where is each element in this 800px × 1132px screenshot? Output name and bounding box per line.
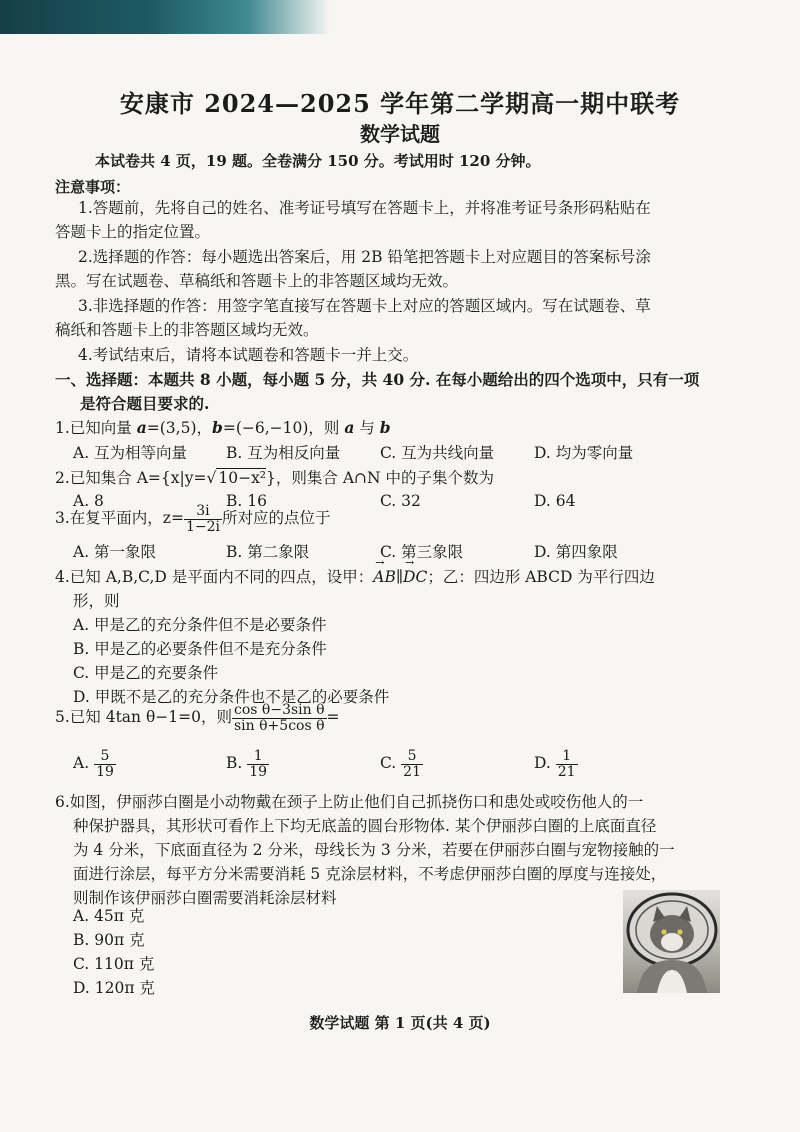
option-numerator: 1 (556, 749, 578, 765)
q3-fraction (184, 504, 222, 535)
q2-text: 2.已知集合 A={x|y= (55, 469, 207, 487)
q2-option-d: D. 64 (534, 492, 576, 510)
q6-option-c: C. 110π 克 (73, 955, 155, 973)
q1-text: =(3,5)， (146, 419, 212, 437)
q6-option-d: D. 120π 克 (73, 979, 155, 997)
q3-option-d: D. 第四象限 (534, 543, 618, 561)
q4-parallel-symbol: ∥ (395, 568, 404, 586)
option-numerator: 5 (94, 749, 116, 765)
q1-text: 与 (354, 419, 380, 437)
q6-option-a: A. 45π 克 (73, 907, 145, 925)
option-label: D. (534, 754, 551, 772)
q3-text: 所对应的点位于 (221, 509, 331, 527)
q3-option-b: B. 第二象限 (226, 543, 310, 561)
q1-text: =(−6,−10)，则 (222, 419, 345, 437)
q5-option-d (534, 748, 578, 780)
q5-fraction (232, 703, 327, 734)
option-numerator: 5 (401, 749, 423, 765)
option-numerator: 1 (247, 749, 269, 765)
q5-text: 5.已知 4tan θ−1=0，则 (55, 708, 232, 726)
note-2-line-2: 黑。写在试题卷、草稿纸和答题卡上的非答题区域均无效。 (55, 272, 459, 290)
exam-subtitle: 数学试题 (360, 122, 440, 146)
header-decoration-bar (0, 0, 330, 34)
q3-denominator: 1−2i (185, 518, 220, 535)
q2-option-b: B. 16 (226, 492, 267, 510)
option-denominator: 19 (249, 763, 268, 780)
q2-option-a: A. 8 (73, 492, 104, 510)
q1-option-c: C. 互为共线向量 (380, 444, 495, 462)
question-6-line-3: 为 4 分米，下底面直径为 2 分米，母线长为 3 分米，若要在伊丽莎白圈与宠物接触的一 (73, 841, 675, 859)
question-4-continued: 形，则 (73, 592, 120, 610)
q5-option-b (226, 748, 269, 780)
q1-vector-b: b (379, 418, 391, 437)
q2-text: }，则集合 A∩N 中的子集个数为 (266, 469, 494, 487)
page-footer: 数学试题 第 1 页(共 4 页) (309, 1014, 491, 1032)
q1-vector-a: a (344, 418, 355, 437)
option-denominator: 21 (557, 763, 576, 780)
option-fraction (556, 749, 578, 780)
option-label: C. (380, 754, 397, 772)
question-1 (55, 416, 391, 438)
q1-option-d: D. 均为零向量 (534, 444, 634, 462)
question-6-line-2: 种保护器具，其形状可看作上下均无底盖的圆台形物体. 某个伊丽莎白圈的上底面直径 (73, 817, 657, 835)
section-heading-line-1: 一、选择题：本题共 8 小题，每小题 5 分，共 40 分. 在每小题给出的四个选项中，只有一项 (55, 370, 700, 389)
q3-option-a: A. 第一象限 (73, 543, 157, 561)
q3-option-c: C. 第三象限 (380, 543, 464, 561)
q5-option-a (73, 748, 116, 780)
question-5 (55, 702, 340, 734)
q1-text: 1.已知向量 (55, 419, 137, 437)
option-label: A. (73, 754, 90, 772)
note-1-line-2: 答题卡上的指定位置。 (55, 223, 211, 241)
q4-option-c: C. 甲是乙的充要条件 (73, 664, 219, 682)
exam-title: 安康市 2024—2025 学年第二学期高一期中联考 (119, 89, 681, 118)
question-6-line-4: 面进行涂层，每平方分米需要消耗 5 克涂层材料，不考虑伊丽莎白圈的厚度与连接处， (73, 865, 667, 883)
q1-vector-b: b (212, 418, 223, 437)
q5-denominator: sin θ+5cos θ (234, 717, 325, 734)
option-denominator: 19 (96, 763, 114, 780)
note-3-line-1: 3.非选择题的作答：用签字笔直接写在答题卡上对应的答题区域内。写在试题卷、草 (78, 297, 651, 315)
exam-intro: 本试卷共 4 页，19 题。全卷满分 150 分。考试用时 120 分钟。 (95, 152, 541, 170)
question-3 (55, 503, 331, 535)
note-1-line-1: 1.答题前，先将自己的姓名、准考证号填写在答题卡上，并将准考证号条形码粘贴在 (78, 199, 651, 217)
q4-vector-ab: → AB (373, 568, 396, 586)
option-fraction (94, 749, 116, 780)
cat-with-cone-figure (623, 890, 720, 993)
note-2-line-1: 2.选择题的作答：每小题选出答案后，用 2B 铅笔把答题卡上对应题目的答案标号涂 (78, 248, 651, 266)
q4-text: 4.已知 A,B,C,D 是平面内不同的四点，设甲： (55, 568, 374, 586)
note-4: 4.考试结束后，请将本试题卷和答题卡一并上交。 (78, 346, 419, 364)
q3-numerator: 3i (184, 504, 222, 520)
q4-vector-dc: → DC (403, 568, 427, 586)
q6-option-b: B. 90π 克 (73, 931, 145, 949)
q4-text: ；乙：四边形 ABCD 为平行四边 (427, 568, 655, 586)
q1-option-a: A. 互为相等向量 (73, 444, 188, 462)
section-heading-line-2: 是符合题目要求的. (80, 394, 210, 413)
q5-numerator: cos θ−3sin θ (234, 701, 325, 718)
cat-with-cone-illustration (623, 890, 720, 993)
question-6-line-5: 则制作该伊丽莎白圈需要消耗涂层材料 (73, 889, 337, 907)
notes-heading: 注意事项： (55, 178, 131, 196)
option-fraction (247, 749, 269, 780)
q1-option-b: B. 互为相反向量 (226, 444, 341, 462)
q1-vector-a: a (136, 418, 147, 437)
q2-sqrt-sign: √ (206, 469, 217, 487)
question-2 (55, 466, 494, 488)
option-label: B. (226, 754, 243, 772)
q4-option-b: B. 甲是乙的必要条件但不是充分条件 (73, 640, 327, 658)
q4-option-d: D. 甲既不是乙的充分条件也不是乙的必要条件 (73, 688, 390, 706)
q5-option-c (380, 748, 423, 780)
q4-option-a: A. 甲是乙的充分条件但不是必要条件 (73, 616, 327, 634)
q2-option-c: C. 32 (380, 492, 421, 510)
question-6-line-1: 6.如图，伊丽莎白圈是小动物戴在颈子上防止他们自己抓挠伤口和患处或咬伤他人的一 (55, 793, 644, 811)
q5-text: = (326, 708, 340, 726)
question-4 (55, 565, 655, 587)
note-3-line-2: 稿纸和答题卡上的非答题区域均无效。 (55, 321, 319, 339)
option-fraction (401, 749, 423, 780)
q2-radicand: 10−x² (218, 469, 267, 487)
option-denominator: 21 (403, 763, 421, 780)
q3-text: 3.在复平面内，z= (55, 509, 184, 527)
